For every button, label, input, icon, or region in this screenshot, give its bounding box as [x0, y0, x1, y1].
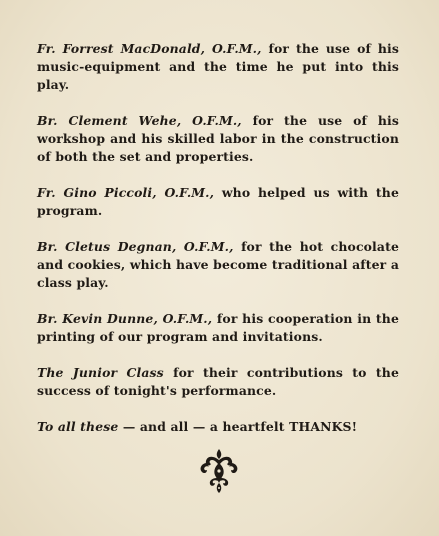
acknowledgement-text: for the hot chocolate and cookies, which have become traditional after a class play.: [37, 239, 399, 290]
acknowledgement-text: for the use of his workshop and his skilled labor in the construction of both the set and properties.: [37, 113, 399, 164]
acknowledgement-name: The Junior Class: [37, 365, 164, 380]
acknowledgement-name: Fr. Gino Piccoli, O.F.M.,: [37, 185, 215, 200]
acknowledgement-item: [37, 40, 399, 94]
acknowledgement-name: To all these: [37, 419, 119, 434]
acknowledgement-item: [37, 184, 399, 220]
acknowledgement-text: — and all — a heartfelt THANKS!: [118, 419, 358, 434]
acknowledgement-text: for his cooperation in the printing of our program and invitations.: [37, 311, 399, 344]
acknowledgement-text: for the use of his music-equipment and the time he put into this play.: [37, 41, 399, 92]
acknowledgement-name: Fr. Forrest MacDonald, O.F.M.,: [37, 41, 262, 56]
fleuron-icon: [198, 448, 240, 494]
acknowledgement-text: who helped us with the program.: [37, 185, 399, 218]
acknowledgement-name: Br. Clement Wehe, O.F.M.,: [37, 113, 242, 128]
acknowledgements-list: [37, 40, 399, 436]
closing-thanks: [37, 418, 399, 436]
acknowledgement-name: Br. Kevin Dunne, O.F.M.,: [37, 311, 213, 326]
acknowledgement-item: [37, 238, 399, 292]
acknowledgement-item: [37, 310, 399, 346]
acknowledgement-name: Br. Cletus Degnan, O.F.M.,: [37, 239, 234, 254]
acknowledgement-item: [37, 364, 399, 400]
acknowledgement-item: [37, 112, 399, 166]
acknowledgement-text: for their contributions to the success of tonight's performance.: [37, 365, 399, 398]
